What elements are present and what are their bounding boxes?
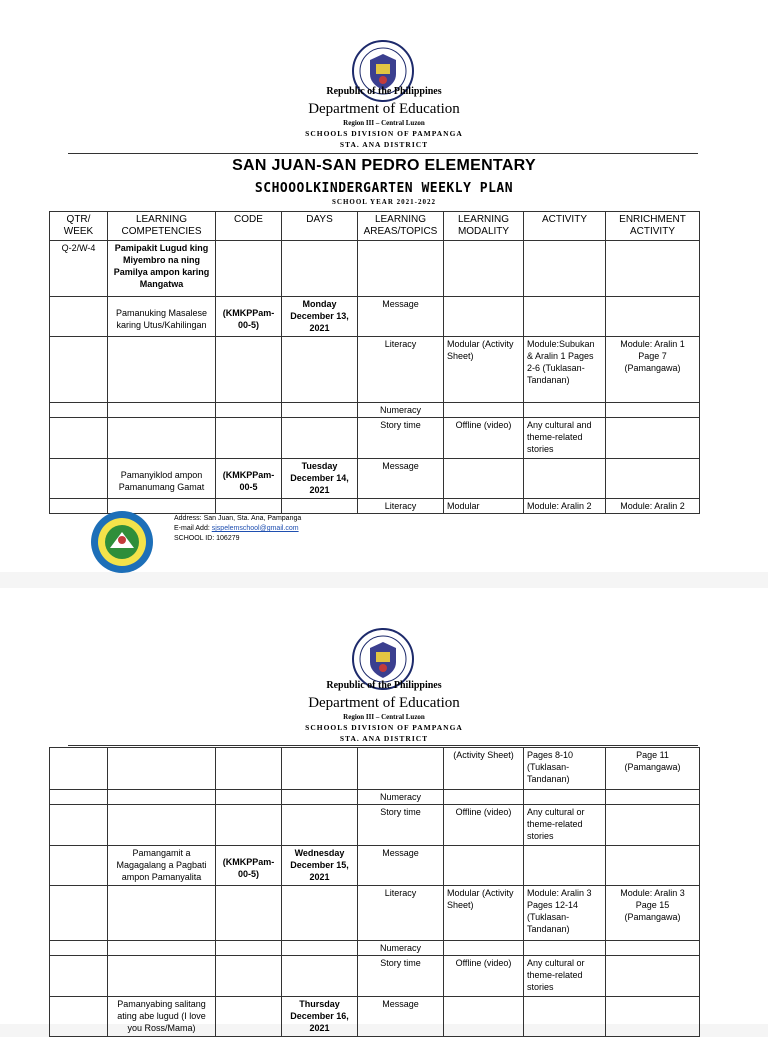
cell-competency: Pamanyiklod ampon Pamanumang Gamat xyxy=(108,459,216,499)
cell-modality: Modular xyxy=(444,499,524,514)
school-name: SAN JUAN-SAN PEDRO ELEMENTARY xyxy=(232,157,536,174)
cell-qtr xyxy=(50,459,108,499)
cell-competency xyxy=(108,337,216,403)
weekly-plan-table-2 xyxy=(49,747,700,1037)
header-rule xyxy=(68,153,698,154)
cell-days xyxy=(282,241,358,297)
cell-code xyxy=(216,337,282,403)
table-row xyxy=(50,997,700,1037)
cell-enrichment xyxy=(606,790,700,805)
cell-days xyxy=(282,790,358,805)
cell-modality xyxy=(444,297,524,337)
cell-area: Message xyxy=(358,459,444,499)
cell-code xyxy=(216,886,282,941)
cell-enrichment xyxy=(606,418,700,459)
cell-activity xyxy=(524,790,606,805)
cell-modality: Modular (Activity Sheet) xyxy=(444,337,524,403)
cell-modality xyxy=(444,790,524,805)
cell-activity: Module: Aralin 3 Pages 12-14 (Tuklasan-Tandanan) xyxy=(524,886,606,941)
col-qtr: QTR/ WEEK xyxy=(50,212,108,241)
department-line: Department of Education xyxy=(308,101,460,117)
cell-modality xyxy=(444,403,524,418)
region-line: Region III – Central Luzon xyxy=(343,713,425,721)
table-row xyxy=(50,297,700,337)
cell-days xyxy=(282,941,358,956)
cell-activity xyxy=(524,997,606,1037)
table-row xyxy=(50,886,700,941)
cell-area: Numeracy xyxy=(358,941,444,956)
cell-code: (KMKPPam-00-5 xyxy=(216,459,282,499)
col-areas: LEARNING AREAS/TOPICS xyxy=(358,212,444,241)
col-enrichment: ENRICHMENT ACTIVITY xyxy=(606,212,700,241)
cell-activity: Module: Aralin 2 xyxy=(524,499,606,514)
cell-activity: Pages 8-10 (Tuklasan-Tandanan) xyxy=(524,748,606,790)
cell-code xyxy=(216,418,282,459)
cell-activity xyxy=(524,403,606,418)
republic-line: Republic of the Philippines xyxy=(326,86,442,97)
cell-area: Literacy xyxy=(358,499,444,514)
document-page-2 xyxy=(0,588,768,1033)
weekly-plan-table-1 xyxy=(49,211,700,514)
cell-code xyxy=(216,241,282,297)
cell-days xyxy=(282,956,358,997)
cell-activity xyxy=(524,297,606,337)
cell-activity: Any cultural and theme-related stories xyxy=(524,418,606,459)
cell-code: (KMKPPam-00-5) xyxy=(216,297,282,337)
cell-enrichment xyxy=(606,805,700,846)
department-line: Department of Education xyxy=(308,695,460,711)
cell-qtr xyxy=(50,403,108,418)
table-row xyxy=(50,956,700,997)
district-line: STA. ANA DISTRICT xyxy=(339,734,429,743)
table-row xyxy=(50,337,700,403)
cell-activity: Any cultural or theme-related stories xyxy=(524,805,606,846)
cell-area: Message xyxy=(358,997,444,1037)
cell-days xyxy=(282,886,358,941)
col-activity: ACTIVITY xyxy=(524,212,606,241)
table-row xyxy=(50,418,700,459)
cell-days: Thursday December 16, 2021 xyxy=(282,997,358,1037)
cell-activity xyxy=(524,459,606,499)
cell-competency xyxy=(108,790,216,805)
cell-enrichment: Page 11 (Pamangawa) xyxy=(606,748,700,790)
cell-activity xyxy=(524,241,606,297)
table-row xyxy=(50,846,700,886)
cell-qtr xyxy=(50,886,108,941)
table-row xyxy=(50,805,700,846)
cell-modality: Offline (video) xyxy=(444,418,524,459)
cell-area: Story time xyxy=(358,956,444,997)
cell-competency xyxy=(108,956,216,997)
cell-area: Story time xyxy=(358,418,444,459)
division-line: SCHOOLS DIVISION OF PAMPANGA xyxy=(305,723,463,732)
cell-enrichment xyxy=(606,846,700,886)
cell-area: Numeracy xyxy=(358,403,444,418)
cell-modality: (Activity Sheet) xyxy=(444,748,524,790)
cell-competency xyxy=(108,886,216,941)
cell-days xyxy=(282,403,358,418)
cell-qtr xyxy=(50,997,108,1037)
table-row xyxy=(50,790,700,805)
cell-modality: Modular (Activity Sheet) xyxy=(444,886,524,941)
cell-activity: Any cultural or theme-related stories xyxy=(524,956,606,997)
cell-qtr xyxy=(50,337,108,403)
cell-area: Message xyxy=(358,297,444,337)
cell-modality xyxy=(444,459,524,499)
cell-code: (KMKPPam-00-5) xyxy=(216,846,282,886)
cell-days xyxy=(282,805,358,846)
cell-enrichment xyxy=(606,459,700,499)
republic-line: Republic of the Philippines xyxy=(326,680,442,691)
cell-days: Monday December 13, 2021 xyxy=(282,297,358,337)
cell-area xyxy=(358,241,444,297)
cell-area: Story time xyxy=(358,805,444,846)
region-line: Region III – Central Luzon xyxy=(343,119,425,127)
footer-email-label: E-mail Add: xyxy=(174,525,212,532)
cell-modality: Offline (video) xyxy=(444,956,524,997)
cell-competency: Pamanyabing salitang ating abe lugud (I love you Ross/Mama) xyxy=(108,997,216,1037)
cell-competency xyxy=(108,805,216,846)
table-row xyxy=(50,459,700,499)
footer-address: Address: San Juan, Sta. Ana, Pampanga xyxy=(174,515,302,522)
cell-competency: Pamangamit a Magagalang a Pagbati ampon Pamanyalita xyxy=(108,846,216,886)
cell-qtr xyxy=(50,297,108,337)
cell-area xyxy=(358,748,444,790)
cell-enrichment xyxy=(606,241,700,297)
cell-competency xyxy=(108,403,216,418)
col-days: DAYS xyxy=(282,212,358,241)
cell-modality xyxy=(444,997,524,1037)
cell-enrichment xyxy=(606,297,700,337)
cell-competency: Pamanuking Masalese karing Utus/Kahilingan xyxy=(108,297,216,337)
table-row xyxy=(50,941,700,956)
cell-competency xyxy=(108,418,216,459)
cell-code xyxy=(216,956,282,997)
cell-enrichment: Module: Aralin 3 Page 15 (Pamangawa) xyxy=(606,886,700,941)
header-rule xyxy=(68,745,698,746)
cell-code xyxy=(216,997,282,1037)
col-modality: LEARNING MODALITY xyxy=(444,212,524,241)
cell-enrichment xyxy=(606,941,700,956)
cell-qtr xyxy=(50,956,108,997)
cell-code xyxy=(216,748,282,790)
cell-code xyxy=(216,499,282,514)
col-competencies: LEARNING COMPETENCIES xyxy=(108,212,216,241)
plan-title: SCHOOOLKINDERGARTEN WEEKLY PLAN xyxy=(254,181,514,196)
cell-activity xyxy=(524,846,606,886)
cell-qtr: Q-2/W-4 xyxy=(50,241,108,297)
cell-enrichment xyxy=(606,956,700,997)
cell-days: Tuesday December 14, 2021 xyxy=(282,459,358,499)
cell-qtr xyxy=(50,790,108,805)
cell-qtr xyxy=(50,805,108,846)
cell-days xyxy=(282,499,358,514)
cell-modality xyxy=(444,846,524,886)
cell-area: Message xyxy=(358,846,444,886)
school-logo-icon xyxy=(90,510,154,574)
cell-competency: Pamipakit Lugud king Miyembro na ning Pamilya ampon karing Mangatwa xyxy=(108,241,216,297)
school-year: SCHOOL YEAR 2021-2022 xyxy=(332,198,436,206)
cell-enrichment xyxy=(606,403,700,418)
cell-days xyxy=(282,418,358,459)
cell-qtr xyxy=(50,418,108,459)
cell-modality xyxy=(444,941,524,956)
cell-qtr xyxy=(50,748,108,790)
cell-code xyxy=(216,790,282,805)
table-row xyxy=(50,748,700,790)
table-header-row xyxy=(50,212,700,241)
cell-qtr xyxy=(50,846,108,886)
cell-qtr xyxy=(50,941,108,956)
cell-code xyxy=(216,805,282,846)
cell-enrichment xyxy=(606,997,700,1037)
cell-code xyxy=(216,941,282,956)
cell-area: Numeracy xyxy=(358,790,444,805)
cell-activity xyxy=(524,941,606,956)
cell-enrichment: Module: Aralin 2 xyxy=(606,499,700,514)
cell-competency xyxy=(108,748,216,790)
table-row xyxy=(50,241,700,297)
cell-days xyxy=(282,748,358,790)
cell-days xyxy=(282,337,358,403)
footer-email-line xyxy=(174,524,301,534)
footer-school-id: SCHOOL ID: 106279 xyxy=(174,535,240,542)
table-row xyxy=(50,403,700,418)
cell-modality: Offline (video) xyxy=(444,805,524,846)
cell-competency xyxy=(108,941,216,956)
footer-contact xyxy=(174,514,301,544)
cell-modality xyxy=(444,241,524,297)
district-line: STA. ANA DISTRICT xyxy=(339,140,429,149)
cell-enrichment: Module: Aralin 1 Page 7 (Pamangawa) xyxy=(606,337,700,403)
col-code: CODE xyxy=(216,212,282,241)
cell-code xyxy=(216,403,282,418)
cell-days: Wednesday December 15, 2021 xyxy=(282,846,358,886)
division-line: SCHOOLS DIVISION OF PAMPANGA xyxy=(305,129,463,138)
cell-area: Literacy xyxy=(358,337,444,403)
footer-email-link[interactable]: sjspelemschool@gmail.com xyxy=(211,525,299,532)
cell-activity: Module:Subukan & Aralin 1 Pages 2-6 (Tuklasan-Tandanan) xyxy=(524,337,606,403)
cell-area: Literacy xyxy=(358,886,444,941)
